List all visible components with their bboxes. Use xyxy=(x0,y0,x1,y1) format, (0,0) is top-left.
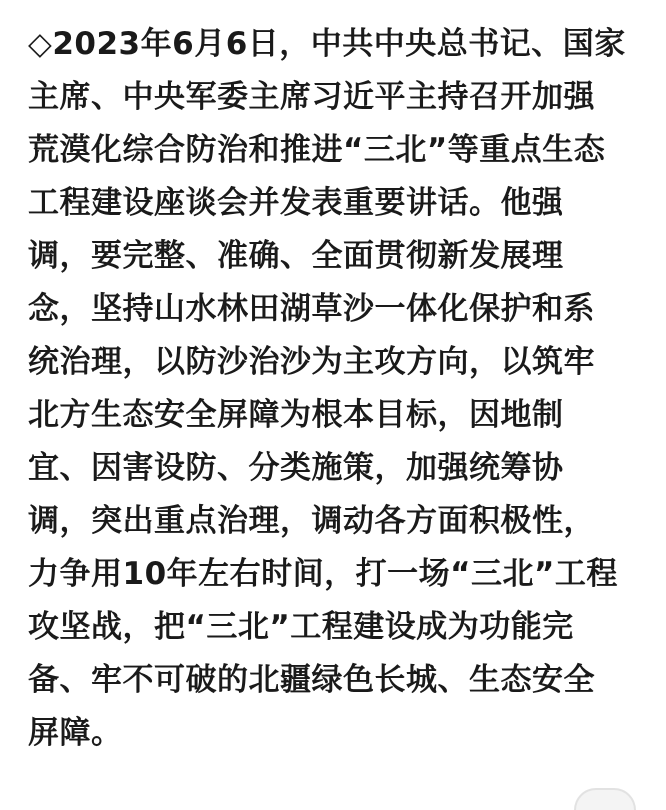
corner-decoration xyxy=(574,788,636,810)
article-paragraph: ◇2023年6月6日，中共中央总书记、国家 主席、中央军委主席习近平主持召开加强 荒漠化综合防治和推进“三北”等重点生态 工程建设座谈会并发表重要讲话。他强 调，要完整、准确、全面贯彻新发展理 念，坚持山水林田湖草沙一体化保护和系 统治理，以防沙治沙为主攻方向，以筑牢 北方生态安全屏障为根本目标，因地制 宜、因害设防、分类施策，加强统筹协 调，突出重点治理，调动各方面积极性， 力争用10年左右时间，打一场“三北”工程 攻坚战，把“三北”工程建设成为功能完 备、牢不可破的北疆绿色长城、生态安全 屏障。 xyxy=(28,26,626,751)
